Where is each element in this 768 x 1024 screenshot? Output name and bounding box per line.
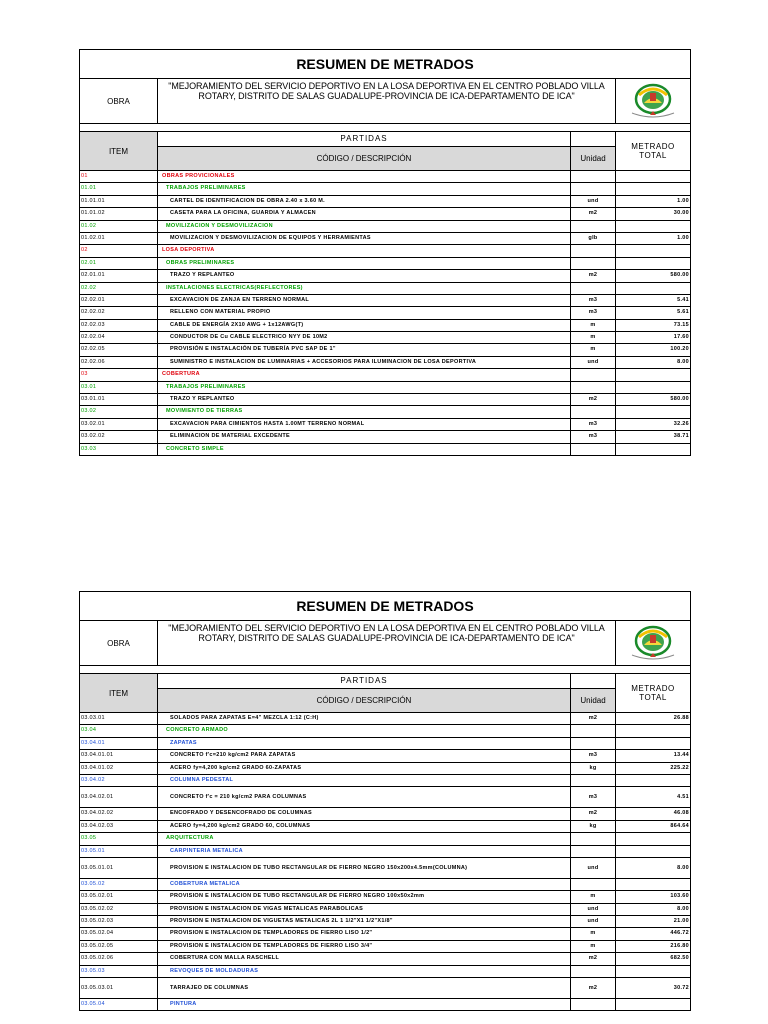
item-code: 02: [80, 245, 158, 256]
header-unidad-label: Unidad: [580, 154, 606, 163]
item-code: 03.05.02.05: [80, 941, 158, 952]
table-row: [80, 966, 690, 978]
item-unit: [571, 221, 616, 232]
table-row: [80, 196, 690, 208]
header-codigo: CÓDIGO / DESCRIPCIÓN: [316, 154, 412, 163]
item-code: 03.04.02.03: [80, 821, 158, 832]
obra-label: OBRA: [80, 79, 158, 123]
item-code: 03.05: [80, 833, 158, 844]
metrados-sheet-1: [79, 49, 691, 456]
item-description: ELIMINACION DE MATERIAL EXCEDENTE: [158, 431, 571, 442]
header-codigo: CÓDIGO / DESCRIPCIÓN: [316, 696, 412, 705]
item-metrado: [616, 846, 690, 857]
item-code: 02.02: [80, 283, 158, 294]
item-unit: m3: [571, 419, 616, 430]
item-unit: [571, 775, 616, 786]
item-code: 03.04.01.01: [80, 750, 158, 761]
item-metrado: [616, 406, 690, 417]
item-metrado: 682.50: [670, 955, 689, 962]
table-row: [80, 183, 690, 195]
table-row: [80, 270, 690, 282]
item-code: 01.01: [80, 183, 158, 194]
item-code: 03.05.01: [80, 846, 158, 857]
item-metrado: 8.00: [677, 358, 689, 365]
item-code: 03.05.03.01: [80, 978, 158, 998]
item-description: MOVIMIENTO DE TIERRAS: [158, 406, 571, 417]
item-description: RELLENO CON MATERIAL PROPIO: [158, 307, 571, 318]
item-description: COLUMNA PEDESTAL: [158, 775, 571, 786]
item-unit: m3: [571, 431, 616, 442]
item-description: CONCRETO SIMPLE: [158, 444, 571, 455]
item-code: 03.05.02.01: [80, 891, 158, 902]
item-description: SOLADOS PARA ZAPATAS E=4" MEZCLA 1:12 (C:H): [158, 713, 571, 724]
item-description: CARTEL DE IDENTIFICACION DE OBRA 2.40 x 3.60 M.: [158, 196, 571, 207]
item-code: 02.02.02: [80, 307, 158, 318]
item-unit: m2: [571, 978, 616, 998]
obra-row: [79, 78, 691, 123]
item-unit: m2: [571, 808, 616, 819]
item-metrado: 580.00: [670, 272, 689, 279]
item-code: 01.01.02: [80, 208, 158, 219]
table-row: [80, 431, 690, 443]
table-row: [80, 713, 690, 725]
table-row: [80, 406, 690, 418]
item-description: TRAZO Y REPLANTEO: [158, 270, 571, 281]
table-row: [80, 320, 690, 332]
item-description: CONCRETO f'c=210 kg/cm2 PARA ZAPATAS: [158, 750, 571, 761]
item-code: 02.02.04: [80, 332, 158, 343]
item-metrado: [616, 775, 690, 786]
item-unit: [571, 444, 616, 455]
header-total-label: TOTAL: [639, 693, 667, 702]
item-metrado: 1.00: [677, 197, 689, 204]
item-description: ACERO fy=4,200 kg/cm2 GRADO 60, COLUMNAS: [158, 821, 571, 832]
table-row: [80, 357, 690, 369]
item-metrado: 21.00: [673, 918, 689, 925]
item-code: 01: [80, 171, 158, 182]
item-code: 03.04.02.01: [80, 787, 158, 807]
item-unit: und: [571, 196, 616, 207]
item-description: CARPINTERIA METALICA: [158, 846, 571, 857]
table-row: [80, 382, 690, 394]
item-code: 03.05.02.04: [80, 928, 158, 939]
item-metrado: [616, 999, 690, 1010]
header-metrado-label: METRADO: [631, 142, 675, 151]
municipal-seal-logo: [616, 621, 690, 665]
header-metrado-label: METRADO: [631, 684, 675, 693]
item-unit: [571, 966, 616, 977]
header-unidad-label: Unidad: [580, 696, 606, 705]
item-metrado: 5.61: [677, 309, 689, 316]
item-unit: [571, 846, 616, 857]
item-code: 03.04: [80, 725, 158, 736]
table-row: [80, 295, 690, 307]
item-unit: m: [571, 344, 616, 355]
item-code: 03.03.01: [80, 713, 158, 724]
item-code: 02.01.01: [80, 270, 158, 281]
item-metrado: 100.20: [670, 346, 689, 353]
table-row: [80, 775, 690, 787]
metrados-sheet-2: [79, 591, 691, 1011]
table-row: [80, 245, 690, 257]
municipal-seal-logo: [616, 79, 690, 123]
header-partidas: [158, 132, 571, 170]
item-description: EXCAVACION PARA CIMIENTOS HASTA 1.00MT TERRENO NORMAL: [158, 419, 571, 430]
obra-row: [79, 620, 691, 665]
item-unit: m: [571, 320, 616, 331]
obra-description: "MEJORAMIENTO DEL SERVICIO DEPORTIVO EN LA LOSA DEPORTIVA EN EL CENTRO POBLADO VILLA ROTARY, DISTRITO DE SALAS GUADALUPE-PROVINCIA DE ICA-DEPARTAMENTO DE ICA": [158, 621, 616, 665]
table-row: [80, 808, 690, 820]
item-code: 03.05.03: [80, 966, 158, 977]
header-metrado: [616, 674, 690, 712]
item-code: 02.02.06: [80, 357, 158, 368]
item-description: ZAPATAS: [158, 738, 571, 749]
item-metrado: [616, 283, 690, 294]
item-metrado: 13.44: [673, 752, 689, 759]
table-row: [80, 891, 690, 903]
item-metrado: 446.72: [670, 930, 689, 937]
item-description: OBRAS PROVICIONALES: [158, 171, 571, 182]
item-code: 03.04.02: [80, 775, 158, 786]
item-unit: und: [571, 904, 616, 915]
item-unit: [571, 369, 616, 380]
item-code: 03.04.01.02: [80, 763, 158, 774]
item-metrado: [616, 221, 690, 232]
item-metrado: 30.72: [673, 985, 689, 992]
item-metrado: [616, 382, 690, 393]
item-unit: [571, 382, 616, 393]
table-body: [79, 712, 691, 1011]
item-description: EXCAVACION DE ZANJA EN TERRENO NORMAL: [158, 295, 571, 306]
item-metrado: [616, 725, 690, 736]
table-row: [80, 846, 690, 858]
item-unit: m2: [571, 270, 616, 281]
item-unit: [571, 738, 616, 749]
table-row: [80, 171, 690, 183]
item-unit: und: [571, 858, 616, 878]
table-row: [80, 221, 690, 233]
item-unit: m: [571, 941, 616, 952]
table-row: [80, 858, 690, 879]
item-unit: [571, 999, 616, 1010]
table-body: [79, 170, 691, 456]
table-row: [80, 307, 690, 319]
item-code: 03.04.01: [80, 738, 158, 749]
item-code: 02.01: [80, 258, 158, 269]
item-description: CONDUCTOR DE Cu CABLE ELECTRICO NYY DE 10M2: [158, 332, 571, 343]
item-unit: m3: [571, 295, 616, 306]
table-row: [80, 419, 690, 431]
item-code: 03.04.02.02: [80, 808, 158, 819]
item-description: TRABAJOS PRELIMINARES: [158, 183, 571, 194]
item-metrado: 46.08: [673, 810, 689, 817]
item-description: CONCRETO f'c = 210 kg/cm2 PARA COLUMNAS: [158, 787, 571, 807]
item-metrado: 32.26: [673, 420, 689, 427]
sheet-title: RESUMEN DE METRADOS: [79, 591, 691, 620]
item-unit: [571, 183, 616, 194]
header-item: ITEM: [80, 674, 158, 712]
sheet-title: RESUMEN DE METRADOS: [79, 49, 691, 78]
table-row: [80, 233, 690, 245]
item-metrado: [616, 258, 690, 269]
item-description: COBERTURA METALICA: [158, 879, 571, 890]
item-metrado: [616, 245, 690, 256]
item-code: 01.02: [80, 221, 158, 232]
item-unit: [571, 833, 616, 844]
item-description: PINTURA: [158, 999, 571, 1010]
item-description: PROVISION E INSTALACION DE TUBO RECTANGULAR DE FIERRO NEGRO 100x50x2mm: [158, 891, 571, 902]
table-row: [80, 283, 690, 295]
item-code: 03.02.01: [80, 419, 158, 430]
item-unit: [571, 725, 616, 736]
item-metrado: 5.41: [677, 296, 689, 303]
item-metrado: 30.00: [673, 210, 689, 217]
obra-description: "MEJORAMIENTO DEL SERVICIO DEPORTIVO EN LA LOSA DEPORTIVA EN EL CENTRO POBLADO VILLA ROTARY, DISTRITO DE SALAS GUADALUPE-PROVINCIA DE ICA-DEPARTAMENTO DE ICA": [158, 79, 616, 123]
item-code: 01.02.01: [80, 233, 158, 244]
table-row: [80, 879, 690, 891]
item-description: CONCRETO ARMADO: [158, 725, 571, 736]
table-row: [80, 928, 690, 940]
item-code: 03.05.01.01: [80, 858, 158, 878]
item-description: INSTALACIONES ELECTRICAS(REFLECTORES): [158, 283, 571, 294]
item-code: 01.01.01: [80, 196, 158, 207]
item-metrado: 38.71: [673, 433, 689, 440]
item-metrado: 8.00: [677, 864, 689, 871]
item-metrado: [616, 183, 690, 194]
table-header: [79, 673, 691, 712]
item-unit: [571, 171, 616, 182]
item-metrado: 26.88: [673, 715, 689, 721]
table-row: [80, 444, 690, 455]
item-description: PROVISION E INSTALACION DE TEMPLADORES DE FIERRO LISO 3/4": [158, 941, 571, 952]
table-row: [80, 833, 690, 845]
item-description: OBRAS PRELIMINARES: [158, 258, 571, 269]
table-header: [79, 131, 691, 170]
item-metrado: [616, 966, 690, 977]
table-row: [80, 394, 690, 406]
item-unit: m2: [571, 713, 616, 724]
item-description: MOVILIZACION Y DESMOVILIZACION DE EQUIPOS Y HERRAMIENTAS: [158, 233, 571, 244]
table-row: [80, 208, 690, 220]
item-description: SUMINISTRO E INSTALACION DE LUMINARIAS + ACCESORIOS PARA ILUMINACION DE LOSA DEPORTIVA: [158, 357, 571, 368]
item-unit: m2: [571, 208, 616, 219]
item-unit: m: [571, 891, 616, 902]
item-code: 03.02.02: [80, 431, 158, 442]
item-description: REVOQUES DE MOLDADURAS: [158, 966, 571, 977]
item-metrado: [616, 833, 690, 844]
item-unit: [571, 283, 616, 294]
header-total-label: TOTAL: [639, 151, 667, 160]
item-unit: [571, 406, 616, 417]
item-unit: m: [571, 928, 616, 939]
item-description: TRAZO Y REPLANTEO: [158, 394, 571, 405]
item-unit: [571, 258, 616, 269]
item-description: TRABAJOS PRELIMINARES: [158, 382, 571, 393]
item-unit: [571, 879, 616, 890]
item-description: PROVISION E INSTALACION DE VIGAS METALICAS PARABOLICAS: [158, 904, 571, 915]
header-metrado: [616, 132, 690, 170]
header-partidas-label: PARTIDAS: [158, 132, 570, 147]
item-unit: m: [571, 332, 616, 343]
item-unit: glb: [571, 233, 616, 244]
item-description: PROVISION E INSTALACION DE VIGUETAS METALICAS 2L 1 1/2"X1 1/2"X1/8": [158, 916, 571, 927]
item-metrado: 8.00: [677, 905, 689, 912]
item-metrado: 73.15: [673, 321, 689, 328]
item-description: TARRAJEO DE COLUMNAS: [158, 978, 571, 998]
table-row: [80, 904, 690, 916]
item-metrado: 225.22: [670, 764, 689, 771]
item-code: 03.05.02: [80, 879, 158, 890]
header-unidad: [571, 132, 616, 170]
item-description: PROVISION E INSTALACION DE TUBO RECTANGULAR DE FIERRO NEGRO 150x200x4.5mm(COLUMNA): [158, 858, 571, 878]
item-code: 03: [80, 369, 158, 380]
item-unit: m3: [571, 750, 616, 761]
item-metrado: [616, 879, 690, 890]
item-unit: und: [571, 357, 616, 368]
table-row: [80, 787, 690, 808]
item-description: CABLE DE ENERGÍA 2X10 AWG + 1x12AWG(T): [158, 320, 571, 331]
item-metrado: [616, 444, 690, 455]
item-description: ARQUITECTURA: [158, 833, 571, 844]
item-metrado: 1.00: [677, 234, 689, 241]
item-code: 03.05.04: [80, 999, 158, 1010]
item-description: PROVISION E INSTALACION DE TEMPLADORES DE FIERRO LISO 1/2": [158, 928, 571, 939]
item-unit: kg: [571, 763, 616, 774]
item-metrado: [616, 369, 690, 380]
item-description: MOVILIZACION Y DESMOVILIZACION: [158, 221, 571, 232]
item-code: 03.03: [80, 444, 158, 455]
item-metrado: [616, 171, 690, 182]
item-description: CASETA PARA LA OFICINA, GUARDIA Y ALMACEN: [158, 208, 571, 219]
item-code: 02.02.01: [80, 295, 158, 306]
spacer-row: [79, 123, 691, 131]
item-unit: m3: [571, 787, 616, 807]
header-partidas: [158, 674, 571, 712]
item-metrado: 103.60: [670, 893, 689, 900]
item-code: 03.02: [80, 406, 158, 417]
item-code: 02.02.05: [80, 344, 158, 355]
item-metrado: 17.60: [673, 334, 689, 341]
item-description: PROVISIÓN E INSTALACIÓN DE TUBERÍA PVC SAP DE 1": [158, 344, 571, 355]
item-metrado: [616, 738, 690, 749]
table-row: [80, 941, 690, 953]
item-metrado: 580.00: [670, 396, 689, 403]
item-unit: kg: [571, 821, 616, 832]
table-row: [80, 953, 690, 965]
table-row: [80, 763, 690, 775]
item-description: LOSA DEPORTIVA: [158, 245, 571, 256]
table-row: [80, 916, 690, 928]
item-unit: m2: [571, 394, 616, 405]
item-unit: m2: [571, 953, 616, 964]
table-row: [80, 344, 690, 356]
item-code: 03.05.02.02: [80, 904, 158, 915]
item-unit: und: [571, 916, 616, 927]
item-metrado: 216.80: [670, 942, 689, 949]
item-description: COBERTURA: [158, 369, 571, 380]
item-code: 03.05.02.06: [80, 953, 158, 964]
item-description: ENCOFRADO Y DESENCOFRADO DE COLUMNAS: [158, 808, 571, 819]
table-row: [80, 978, 690, 999]
table-row: [80, 821, 690, 833]
item-metrado: 864.64: [670, 822, 689, 829]
item-description: COBERTURA CON MALLA RASCHELL: [158, 953, 571, 964]
item-description: ACERO fy=4,200 kg/cm2 GRADO 60-ZAPATAS: [158, 763, 571, 774]
table-row: [80, 332, 690, 344]
table-row: [80, 725, 690, 737]
item-code: 03.05.02.03: [80, 916, 158, 927]
item-unit: m3: [571, 307, 616, 318]
item-code: 02.02.03: [80, 320, 158, 331]
table-row: [80, 738, 690, 750]
table-row: [80, 999, 690, 1010]
table-row: [80, 750, 690, 762]
header-item: ITEM: [80, 132, 158, 170]
header-unidad: [571, 674, 616, 712]
item-code: 03.01.01: [80, 394, 158, 405]
item-unit: [571, 245, 616, 256]
table-row: [80, 369, 690, 381]
obra-label: OBRA: [80, 621, 158, 665]
item-metrado: 4.51: [677, 794, 689, 801]
item-code: 03.01: [80, 382, 158, 393]
spacer-row: [79, 665, 691, 673]
header-partidas-label: PARTIDAS: [158, 674, 570, 689]
table-row: [80, 258, 690, 270]
